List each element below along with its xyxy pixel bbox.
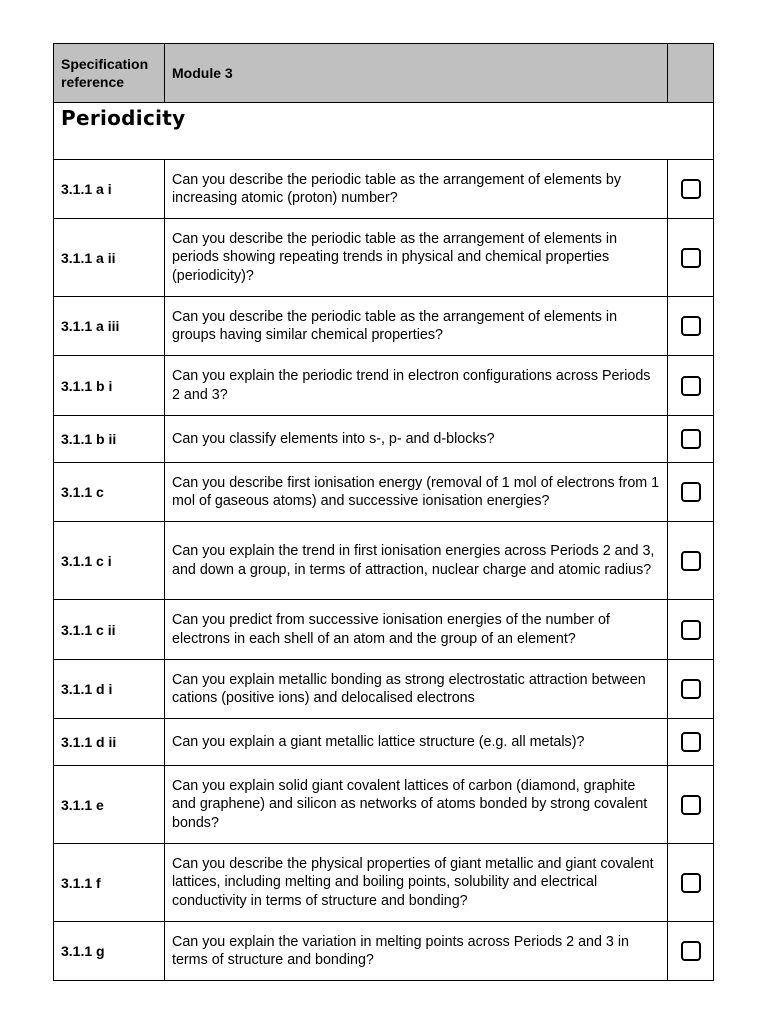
section-cell [54,103,714,160]
checkbox-cell [668,219,714,297]
question-cell: Can you describe the periodic table as the arrangement of elements in periods showing repeating trends in physical and chemical properties (periodicity)? [165,219,668,297]
checkbox-cell [668,160,714,219]
checkbox[interactable] [681,482,701,502]
checkbox[interactable] [681,429,701,449]
checkbox-cell [668,660,714,719]
checkbox-cell [668,922,714,981]
checklist-row [54,219,714,297]
question-cell: Can you describe the physical properties of giant metallic and giant covalent lattices, including melting and boiling points, solubility and electrical conductivity in terms of structure and bonding? [165,844,668,922]
checkbox[interactable] [681,873,701,893]
checkbox-cell [668,766,714,844]
checklist-row [54,463,714,522]
checklist-row [54,600,714,660]
checklist-row [54,922,714,981]
question-cell: Can you explain metallic bonding as strong electrostatic attraction between cations (positive ions) and delocalised electrons [165,660,668,719]
spec-reference-cell: 3.1.1 e [54,766,165,844]
header-row [54,44,714,103]
checklist-table [53,43,714,981]
question-cell: Can you predict from successive ionisation energies of the number of electrons in each shell of an atom and the group of an element? [165,600,668,660]
question-cell: Can you explain solid giant covalent lattices of carbon (diamond, graphite and graphene) and silicon as networks of atoms bonded by strong covalent bonds? [165,766,668,844]
checkbox-cell [668,600,714,660]
spec-reference-cell: 3.1.1 a i [54,160,165,219]
module-header: Module 3 [165,44,668,103]
checkbox-cell [668,416,714,463]
question-cell: Can you describe the periodic table as the arrangement of elements by increasing atomic (proton) number? [165,160,668,219]
checklist-row [54,356,714,416]
checkbox[interactable] [681,732,701,752]
checkbox[interactable] [681,179,701,199]
spec-reference-cell: 3.1.1 f [54,844,165,922]
question-cell: Can you explain a giant metallic lattice structure (e.g. all metals)? [165,719,668,766]
spec-reference-cell: 3.1.1 a ii [54,219,165,297]
checklist-row [54,160,714,219]
spec-reference-cell: 3.1.1 d ii [54,719,165,766]
checklist-row [54,660,714,719]
checkbox[interactable] [681,795,701,815]
checklist-row [54,522,714,600]
spec-reference-cell: 3.1.1 b ii [54,416,165,463]
checkbox[interactable] [681,316,701,336]
spec-reference-cell: 3.1.1 b i [54,356,165,416]
checkbox[interactable] [681,248,701,268]
checkbox[interactable] [681,376,701,396]
question-cell: Can you explain the trend in first ionisation energies across Periods 2 and 3, and down a group, in terms of attraction, nuclear charge and atomic radius? [165,522,668,600]
checkbox[interactable] [681,620,701,640]
checkbox-cell [668,297,714,356]
section-title: Periodicity [61,106,186,130]
checklist-row [54,766,714,844]
checkbox-cell [668,522,714,600]
checklist-body [54,44,714,981]
checkbox-cell [668,356,714,416]
checkbox-cell [668,463,714,522]
question-cell: Can you describe first ionisation energy (removal of 1 mol of electrons from 1 mol of gaseous atoms) and successive ionisation energies? [165,463,668,522]
question-cell: Can you describe the periodic table as the arrangement of elements in groups having similar chemical properties? [165,297,668,356]
checklist-row [54,416,714,463]
checkbox[interactable] [681,551,701,571]
checkbox-cell [668,844,714,922]
checklist-row [54,297,714,356]
checkbox[interactable] [681,679,701,699]
checkbox-column-header [668,44,714,103]
checkbox-cell [668,719,714,766]
spec-reference-cell: 3.1.1 c i [54,522,165,600]
spec-reference-cell: 3.1.1 d i [54,660,165,719]
checkbox[interactable] [681,941,701,961]
question-cell: Can you explain the variation in melting points across Periods 2 and 3 in terms of structure and bonding? [165,922,668,981]
question-cell: Can you classify elements into s-, p- and d-blocks? [165,416,668,463]
spec-reference-header: Specification reference [54,44,165,103]
checklist-row [54,844,714,922]
section-row [54,103,714,160]
question-cell: Can you explain the periodic trend in electron configurations across Periods 2 and 3? [165,356,668,416]
spec-reference-cell: 3.1.1 g [54,922,165,981]
spec-reference-cell: 3.1.1 c ii [54,600,165,660]
checklist-row [54,719,714,766]
spec-reference-cell: 3.1.1 c [54,463,165,522]
spec-reference-cell: 3.1.1 a iii [54,297,165,356]
